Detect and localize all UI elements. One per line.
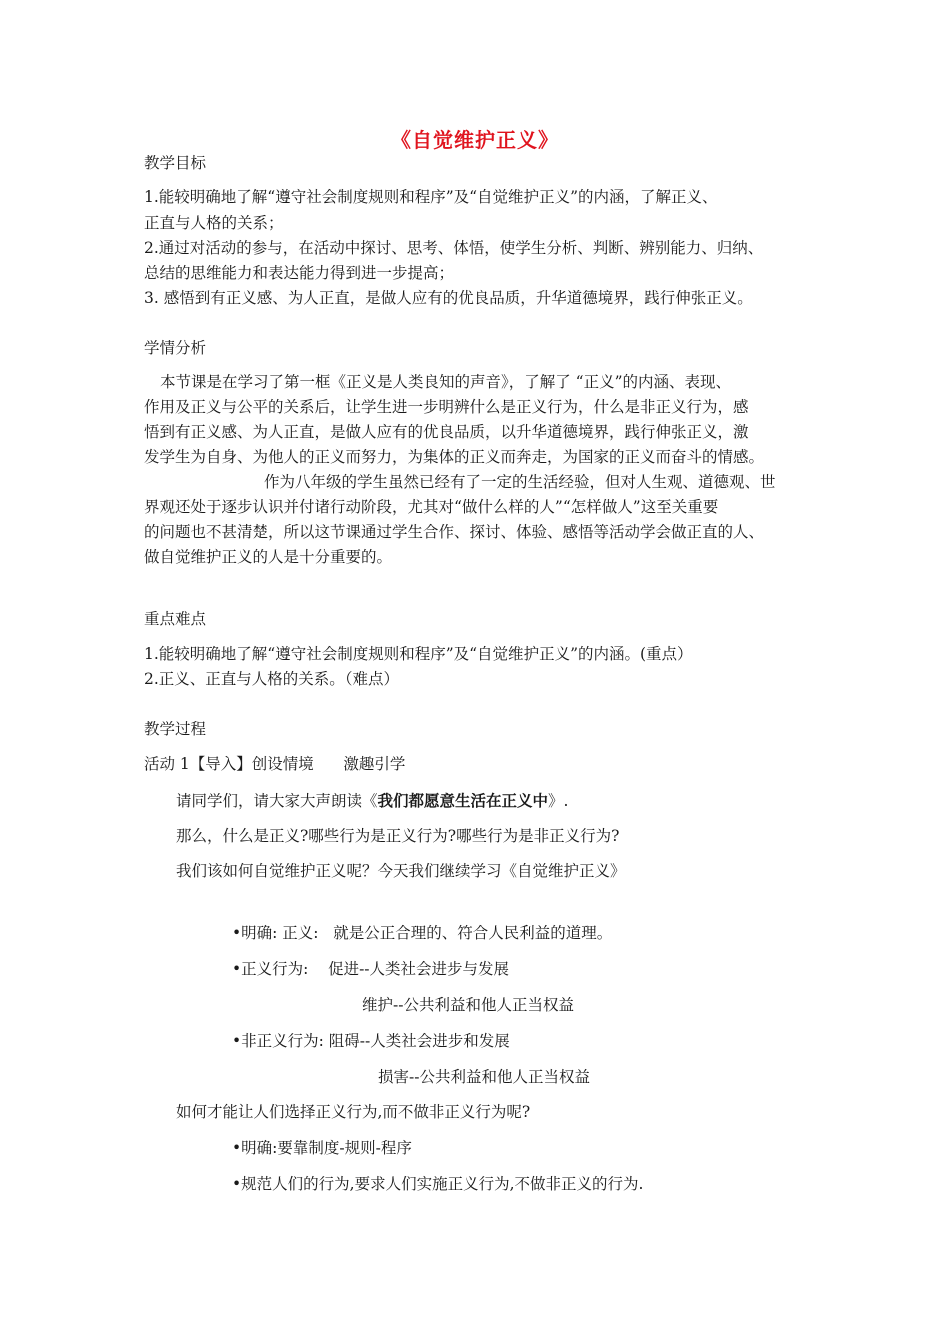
- keypoints-heading: 重点难点: [144, 610, 207, 628]
- bullet-item: •正义行为: 促进--人类社会进步与发展: [232, 960, 510, 978]
- goals-line: 1.能较明确地了解“遵守社会制度规则和程序”及“自觉维护正义”的内涵，了解正义、: [144, 188, 718, 206]
- question-line: 那么，什么是正义?哪些行为是正义行为?哪些行为是非正义行为?: [176, 827, 620, 845]
- analysis-line: 的问题也不甚清楚，所以这节课通过学生合作、探讨、体验、感悟等活动学会做正直的人、: [144, 523, 765, 541]
- question-line: 如何才能让人们选择正义行为,而不做非正义行为呢?: [176, 1103, 531, 1121]
- goals-line: 总结的思维能力和表达能力得到进一步提高；: [144, 264, 455, 282]
- keypoints-line: 1.能较明确地了解“遵守社会制度规则和程序”及“自觉维护正义”的内涵。(重点）: [144, 645, 693, 663]
- keypoints-line: 2.正义、正直与人格的关系。（难点）: [144, 670, 400, 688]
- document-title: 《自觉维护正义》: [391, 128, 559, 152]
- bullet-item: •明确: 正义: 就是公正合理的、符合人民利益的道理。: [232, 924, 613, 942]
- bullet-item: •明确:要靠制度-规则-程序: [232, 1139, 412, 1157]
- question-line: 我们该如何自觉维护正义呢？今天我们继续学习《自觉维护正义》: [176, 862, 626, 880]
- analysis-line: 界观还处于逐步认识并付诸行动阶段，尤其对“做什么样的人”“怎样做人”这至关重要: [144, 498, 719, 516]
- analysis-heading: 学情分析: [144, 339, 207, 357]
- read-title: 我们都愿意生活在正义中: [377, 792, 549, 810]
- read-suffix: 》.: [548, 792, 569, 810]
- analysis-line: 作为八年级的学生虽然已经有了一定的生活经验，但对人生观、道德观、世: [264, 473, 776, 491]
- goals-heading: 教学目标: [144, 154, 207, 172]
- read-prefix: 请同学们，请大家大声朗读《: [176, 792, 378, 810]
- bullet-subitem: 维护--公共利益和他人正当权益: [362, 996, 574, 1014]
- bullet-subitem: 损害--公共利益和他人正当权益: [378, 1068, 590, 1086]
- analysis-line: 发学生为自身、为他人的正义而努力，为集体的正义而奔走，为国家的正义而奋斗的情感。: [144, 448, 765, 466]
- analysis-line: 悟到有正义感、为人正直，是做人应有的优良品质，以升华道德境界，践行伸张正义，激: [144, 423, 749, 441]
- bullet-item: •规范人们的行为,要求人们实施正义行为,不做非正义的行为.: [232, 1175, 644, 1193]
- goals-line: 3. 感悟到有正义感、为人正直，是做人应有的优良品质，升华道德境界，践行伸张正义。: [144, 289, 753, 307]
- analysis-line: 做自觉维护正义的人是十分重要的。: [144, 548, 393, 566]
- analysis-line: 本节课是在学习了第一框《正义是人类良知的声音》，了解了 “正义”的内涵、表现、: [160, 373, 732, 391]
- bullet-item: •非正义行为: 阻碍--人类社会进步和发展: [232, 1032, 510, 1050]
- goals-line: 正直与人格的关系；: [144, 214, 284, 232]
- analysis-line: 作用及正义与公平的关系后，让学生进一步明辨什么是正义行为，什么是非正义行为，感: [144, 398, 749, 416]
- goals-line: 2.通过对活动的参与，在活动中探讨、思考、体悟，使学生分析、判断、辨别能力、归纳、: [144, 239, 764, 257]
- process-heading: 教学过程: [144, 720, 207, 738]
- activity-title: 活动 1【导入】创设情境 激趣引学: [144, 755, 406, 773]
- read-instruction: [176, 790, 568, 812]
